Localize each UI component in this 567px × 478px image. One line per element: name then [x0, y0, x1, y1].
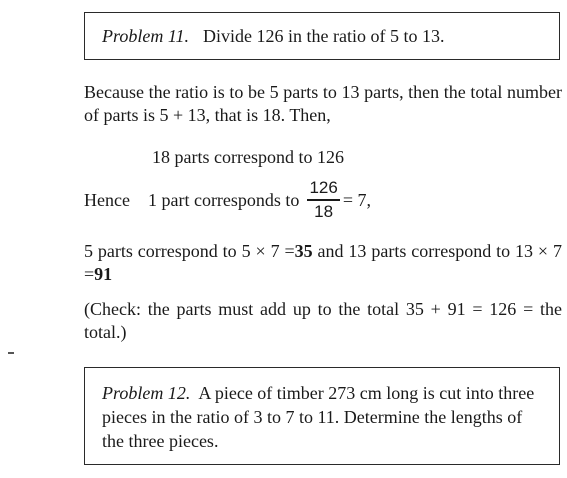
eighteen-parts-line: 18 parts correspond to 126	[152, 147, 344, 167]
one-part-equation	[84, 176, 371, 224]
problem-12-box	[84, 367, 560, 465]
problem-12-text: A piece of timber 273 cm long is cut into three pieces in the ratio of 3 to 7 to 11. Determine the lengths of the three pieces.	[102, 383, 535, 451]
one-part-text: 1 part corresponds to	[147, 189, 300, 210]
parts-text-a: 5 parts correspond to 5 × 7 =	[84, 241, 295, 261]
fraction-bar	[307, 199, 339, 200]
fraction-numerator: 126	[309, 178, 338, 198]
parts-correspond-paragraph	[84, 240, 562, 286]
fraction	[307, 178, 339, 221]
hence-word: Hence	[84, 189, 130, 210]
fraction-result: = 7,	[342, 189, 371, 210]
margin-mark	[8, 352, 14, 354]
parts-text-c: and 13 parts correspond to 13 × 7 =	[84, 241, 562, 284]
problem-11-box	[84, 12, 560, 60]
problem-12-label: Problem 12.	[102, 383, 191, 403]
check-paragraph: (Check: the parts must add up to the total 35 + 91 = 126 = the total.)	[84, 299, 562, 342]
solution-intro-paragraph: Because the ratio is to be 5 parts to 13 parts, then the total number of parts is 5 + 13, that is 18. Then,	[84, 82, 562, 125]
result-35: 35	[294, 241, 313, 261]
fraction-denominator: 18	[314, 201, 334, 221]
problem-11-label: Problem 11.	[102, 25, 189, 46]
result-91: 91	[94, 264, 113, 284]
problem-11-text: Divide 126 in the ratio of 5 to 13.	[203, 25, 445, 46]
